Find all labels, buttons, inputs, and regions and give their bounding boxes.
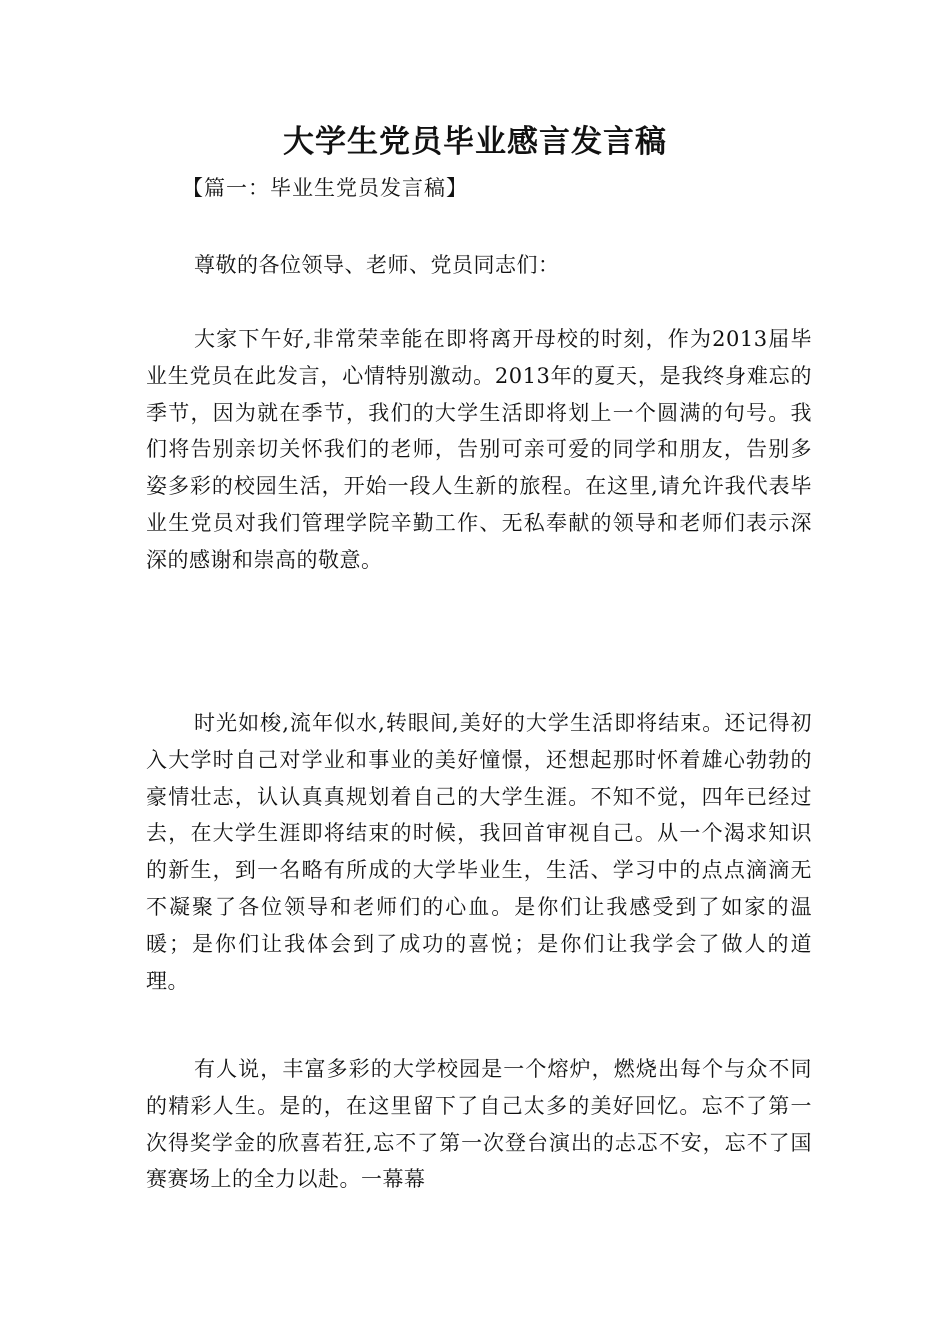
- body-paragraph-1: 大家下午好,非常荣幸能在即将离开母校的时刻，作为2013届毕业生党员在此发言，心情特别激动。2013年的夏天，是我终身难忘的季节，因为就在季节，我们的大学生活即将划上一个圆满的句号。我们将告别亲切关怀我们的老师，告别可亲可爱的同学和朋友，告别多姿多彩的校园生活，开始一段人生新的旅程。在这里,请允许我代表毕业生党员对我们管理学院辛勤工作、无私奉献的领导和老师们表示深深的感谢和崇高的敬意。: [146, 327, 812, 572]
- section-heading: 【篇一：毕业生党员发言稿】: [182, 176, 468, 200]
- body-paragraph-3: 有人说，丰富多彩的大学校园是一个熔炉，燃烧出每个与众不同的精彩人生。是的，在这里留下了自己太多的美好回忆。忘不了第一次得奖学金的欣喜若狂,忘不了第一次登台演出的忐忑不安，忘不了国赛赛场上的全力以赴。一幕幕: [146, 1057, 812, 1192]
- greeting-line: 尊敬的各位领导、老师、党员同志们：: [194, 253, 560, 277]
- document-title: 大学生党员毕业感言发言稿: [283, 124, 667, 160]
- body-paragraph-2: 时光如梭,流年似水,转眼间,美好的大学生活即将结束。还记得初入大学时自己对学业和事业的美好憧憬，还想起那时怀着雄心勃勃的豪情壮志，认认真真规划着自己的大学生涯。不知不觉，四年已经过去，在大学生涯即将结束的时候，我回首审视自己。从一个渴求知识的新生，到一名略有所成的大学毕业生，生活、学习中的点点滴滴无不凝聚了各位领导和老师们的心血。是你们让我感受到了如家的温暖；是你们让我体会到了成功的喜悦；是你们让我学会了做人的道理。: [146, 711, 812, 993]
